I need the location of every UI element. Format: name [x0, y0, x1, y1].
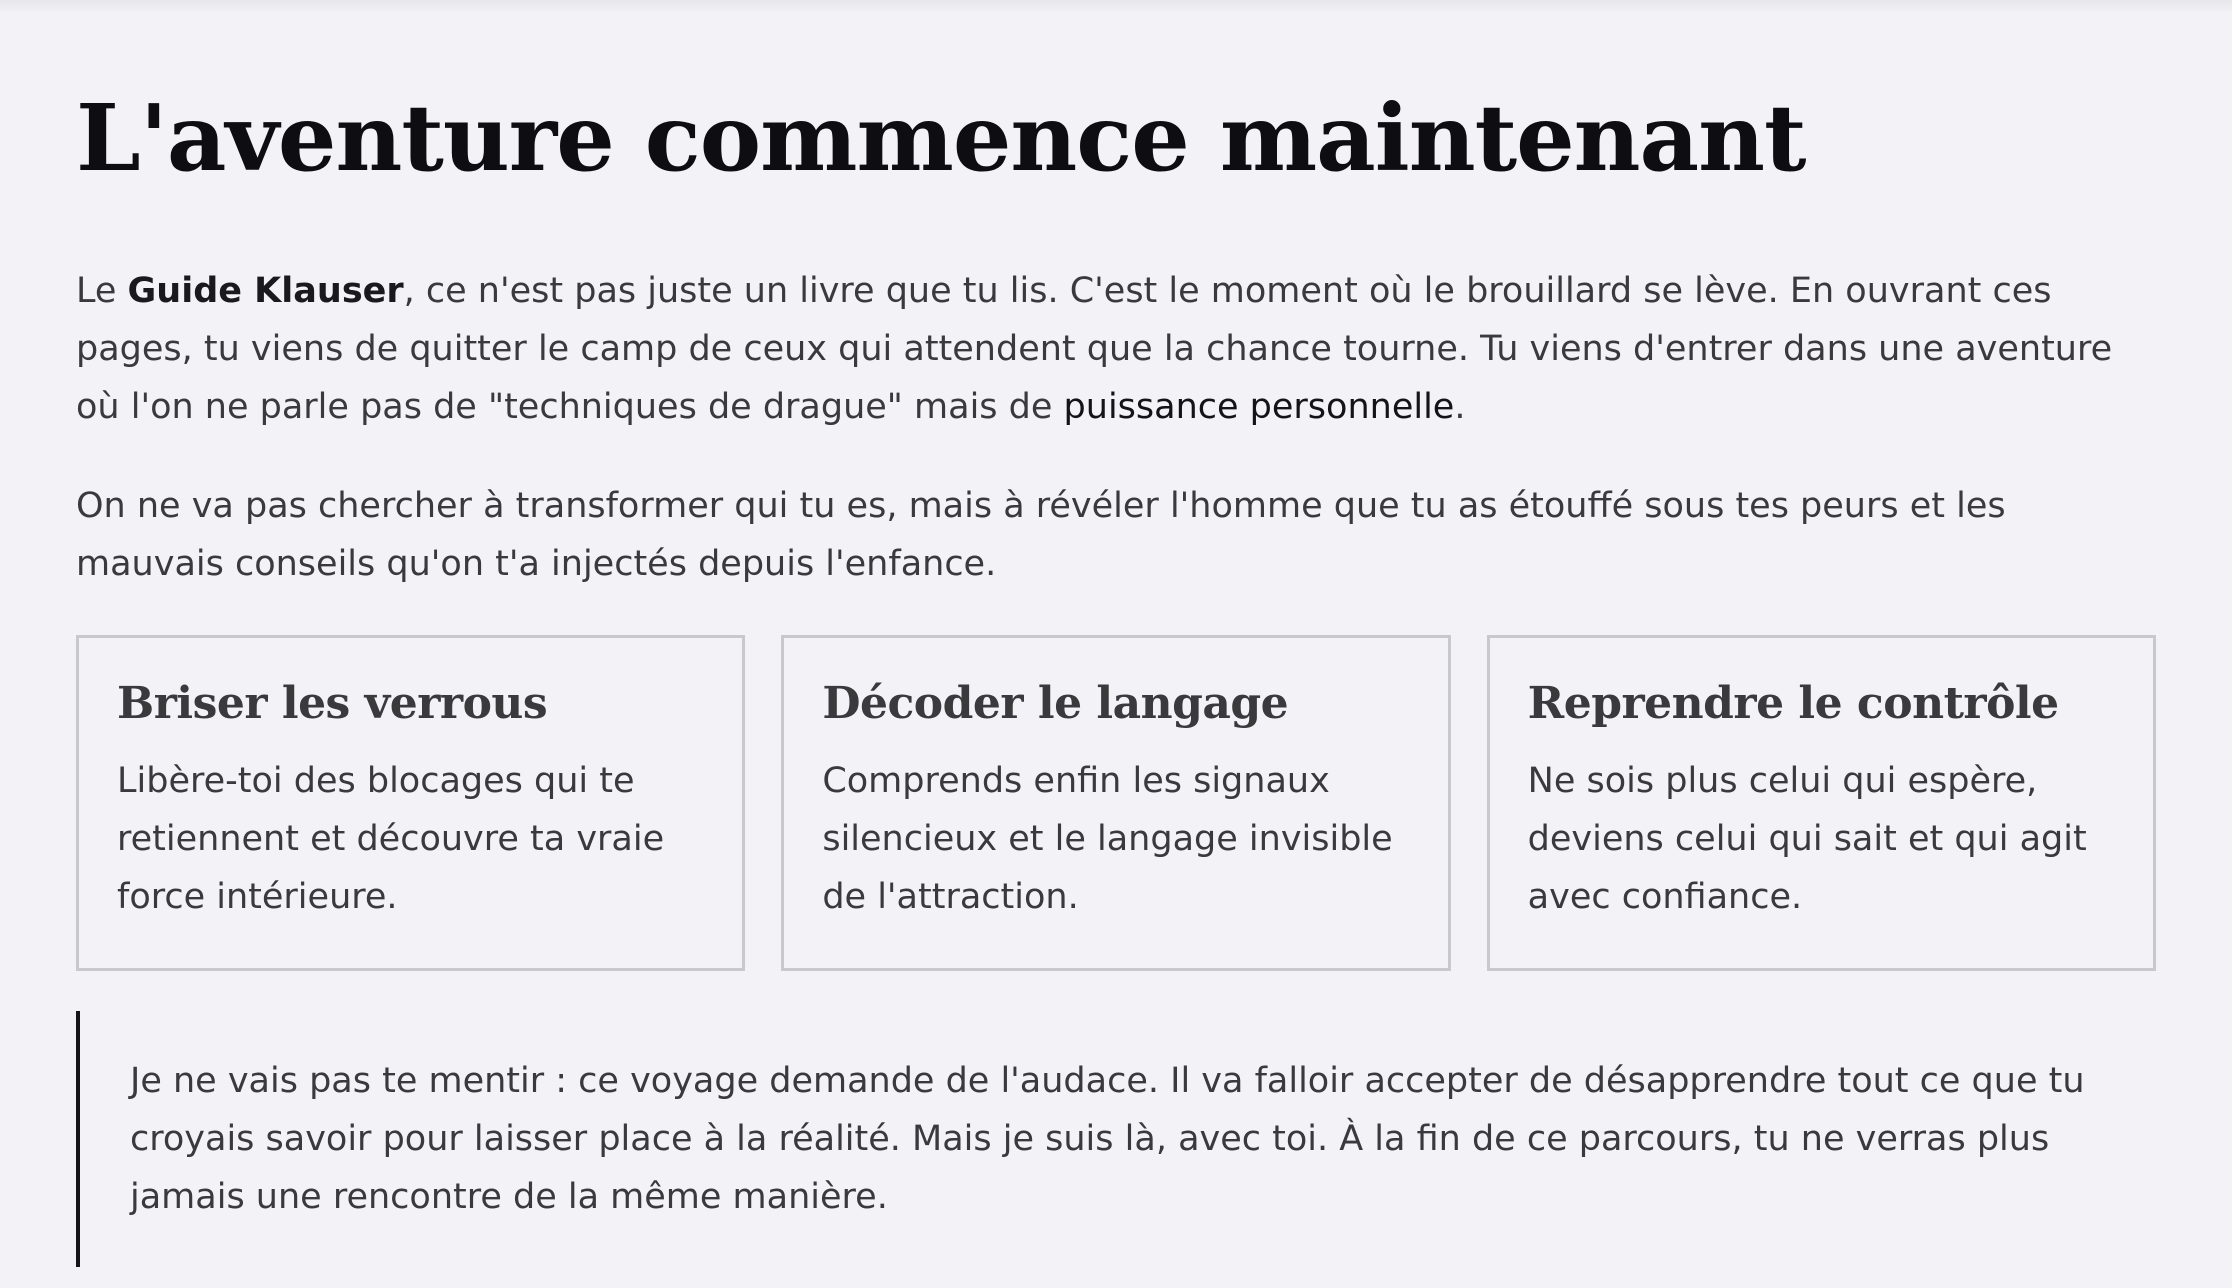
feature-card-title: Décoder le langage: [822, 678, 1289, 729]
feature-card-text: Libère-toi des blocages qui te retiennent et découvre ta vraie force intérieure.: [117, 761, 665, 917]
brand-name: Guide Klauser: [127, 271, 404, 311]
feature-cards: [76, 635, 2156, 971]
page-title: L'aventure commence maintenant: [76, 84, 1806, 192]
feature-card-title: Reprendre le contrôle: [1527, 678, 2059, 729]
intro-text-middle: , ce n'est pas juste un livre que tu lis. C'est le moment où le brouillard se lève. En ouvrant ces pages, tu viens de quitter le camp de ceux qui attendent que la chance tourne. Tu viens d'entrer dans une aventure où l'on ne parle pas de "techniques de drague" mais de: [76, 271, 2113, 427]
intro-emphasis: puissance personnelle: [1063, 387, 1455, 427]
feature-card-text: Ne sois plus celui qui espère, deviens celui qui sait et qui agit avec confiance.: [1527, 761, 2087, 917]
feature-card-reprendre: [1487, 635, 2156, 971]
intro-text-start: Le: [76, 271, 128, 311]
feature-card-briser: [76, 635, 745, 971]
author-quote: [76, 1011, 2156, 1267]
feature-card-decoder: [781, 635, 1450, 971]
feature-card-title: Briser les verrous: [117, 678, 548, 729]
feature-card-text: Comprends enfin les signaux silencieux et le langage invisible de l'attraction.: [822, 761, 1393, 917]
second-paragraph: On ne va pas chercher à transformer qui tu es, mais à révéler l'homme que tu as étouffé sous tes peurs et les mauvais conseils qu'on t'a injectés depuis l'enfance.: [76, 486, 2006, 584]
intro-text-end: .: [1454, 387, 1466, 427]
intro-paragraph: [76, 262, 2156, 436]
quote-text: Je ne vais pas te mentir : ce voyage demande de l'audace. Il va falloir accepter de désapprendre tout ce que tu croyais savoir pour laisser place à la réalité. Mais je suis là, avec toi. À la fin de ce parcours, tu ne verras plus jamais une rencontre de la même manière.: [130, 1061, 2085, 1217]
top-shade: [0, 0, 2232, 14]
